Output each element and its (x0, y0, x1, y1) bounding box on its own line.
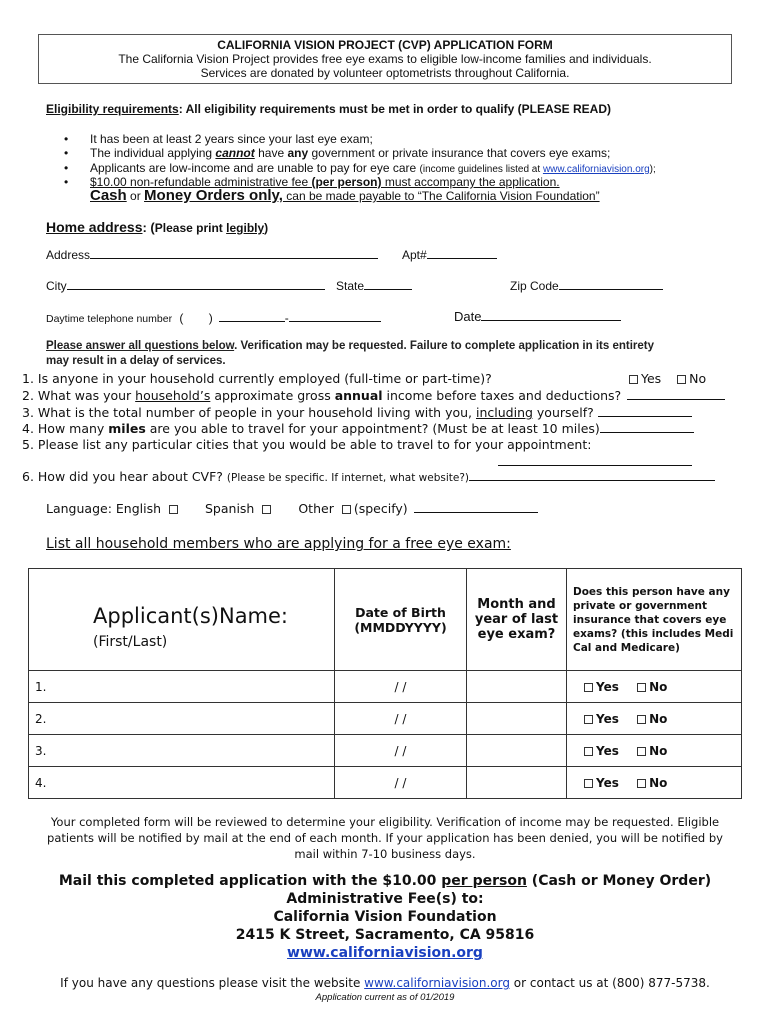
date-label: Date (454, 309, 482, 324)
question-6 (22, 469, 715, 484)
miles-field[interactable] (600, 422, 694, 433)
no-checkbox[interactable] (677, 375, 686, 384)
text: ) (264, 221, 269, 235)
questions-intro (46, 340, 654, 352)
text: per person (441, 873, 527, 889)
text: Mail this completed application with the $10.00 (58, 873, 442, 889)
text: (First/Last) (93, 633, 168, 650)
col-insurance-header: Does this person have any private or government insurance that covers eye exams? (this includes Medi Cal and Medicare) (567, 569, 742, 671)
city-row (46, 279, 325, 293)
text: Applicant(s)Name: (93, 603, 289, 628)
text: ); (649, 164, 656, 175)
no-checkbox[interactable] (637, 683, 646, 692)
contact-website-link[interactable]: www.californiavision.org (364, 976, 510, 990)
insurance-options (567, 671, 742, 703)
text: : ( (142, 220, 155, 235)
text: If you have any questions please visit the website (60, 976, 365, 990)
address-field[interactable] (90, 248, 378, 259)
version-note: Application current as of 01/2019 (315, 992, 455, 1003)
row-number: 1. (29, 671, 335, 703)
state-row (336, 279, 412, 293)
last-exam-field[interactable] (467, 767, 567, 799)
no-label: No (649, 679, 668, 694)
no-label: No (689, 371, 707, 386)
yes-label: Yes (596, 775, 619, 790)
home-address-heading (46, 219, 268, 235)
mail-line-1 (0, 872, 770, 890)
text: 3. What is the total number of people in your household living with you, (22, 405, 476, 420)
specify-label: (specify) (353, 501, 408, 516)
text: (income guidelines listed at (419, 164, 543, 175)
text: or (126, 189, 145, 203)
insurance-options (567, 767, 742, 799)
header-services-note: Services are donated by volunteer optometrists throughout California. (200, 66, 570, 80)
state-field[interactable] (364, 279, 412, 290)
text: $10.00 non-refundable administrative fee (90, 175, 312, 189)
col-name-header (29, 569, 335, 671)
text: 6. How did you hear about CVF? (22, 469, 227, 484)
other-label: Other (298, 501, 334, 516)
eligibility-bullet-3 (90, 161, 656, 175)
form-header (38, 34, 732, 84)
question-2 (22, 388, 725, 403)
text: income before taxes and deductions? (382, 388, 622, 403)
no-label: No (649, 743, 668, 758)
text: yourself? (532, 405, 594, 420)
spanish-checkbox[interactable] (262, 505, 271, 514)
no-checkbox[interactable] (637, 747, 646, 756)
insurance-options (567, 735, 742, 767)
referral-field[interactable] (469, 470, 715, 481)
payable-to-text: can be made payable to “The California Vision Foundation” (282, 189, 600, 203)
city-field[interactable] (67, 279, 325, 290)
text: 2. What was your (22, 388, 136, 403)
text: Home address (46, 219, 143, 235)
address-row (46, 248, 378, 262)
contact-line (0, 976, 770, 990)
english-checkbox[interactable] (169, 505, 178, 514)
question-3 (22, 405, 692, 420)
question-4 (22, 421, 694, 436)
row-number: 4. (29, 767, 335, 799)
eligibility-text: : All eligibility requirements must be met in order to qualify (PLEASE READ) (178, 102, 611, 116)
city-label: City (46, 279, 67, 293)
zip-label: Zip Code (510, 279, 559, 293)
dob-field[interactable]: / / (335, 767, 467, 799)
date-row (454, 309, 621, 324)
col-exam-header: Month and year of last eye exam? (467, 569, 567, 671)
emphasis-cannot: cannot (215, 146, 255, 160)
text: 4. How many (22, 421, 109, 436)
col-dob-header: Date of Birth (MMDDYYYY) (335, 569, 467, 671)
text: Please answer all questions below (46, 340, 235, 352)
dob-field[interactable]: / / (335, 703, 467, 735)
table-row (29, 671, 742, 703)
yes-label: Yes (596, 679, 619, 694)
text: government or private insurance that covers eye exams; (308, 146, 611, 160)
questions-intro-2: may result in a delay of services. (46, 355, 226, 367)
table-row (29, 703, 742, 735)
date-field[interactable] (481, 310, 621, 321)
payment-note (90, 187, 600, 204)
phone-row (46, 311, 381, 325)
text: . Verification may be requested. Failure to complete application in its entirety (234, 340, 654, 352)
apt-field[interactable] (427, 248, 497, 259)
cities-field[interactable] (498, 455, 692, 466)
text: Please print (154, 221, 227, 235)
dob-field[interactable]: / / (335, 671, 467, 703)
text: annual (334, 388, 383, 403)
text: household’s (135, 388, 211, 403)
bullet-icon: • (64, 132, 69, 146)
no-checkbox[interactable] (637, 779, 646, 788)
bullet-icon: • (64, 161, 69, 175)
eligibility-heading (46, 102, 611, 116)
question-1: 1. Is anyone in your household currently employed (full-time or part-time)? (22, 371, 492, 386)
text: miles (108, 421, 146, 436)
cash-emphasis: Cash (90, 187, 127, 204)
yes-checkbox[interactable] (584, 683, 593, 692)
language-label: Language: English (46, 501, 162, 516)
mail-address: 2415 K Street, Sacramento, CA 95816 (235, 927, 535, 943)
household-count-field[interactable] (598, 406, 692, 417)
form-title: CALIFORNIA VISION PROJECT (CVP) APPLICATION FORM (217, 38, 553, 52)
yes-checkbox[interactable] (584, 747, 593, 756)
eligibility-label: Eligibility requirements (46, 102, 179, 116)
no-checkbox[interactable] (637, 715, 646, 724)
zip-row (510, 279, 663, 293)
yes-checkbox[interactable] (629, 375, 638, 384)
insurance-options (567, 703, 742, 735)
text: approximate gross (210, 388, 335, 403)
phone-paren-close: ) (208, 311, 213, 325)
question-5: 5. Please list any particular cities that you would be able to travel to for your appointment: (22, 437, 592, 452)
last-exam-field[interactable] (467, 703, 567, 735)
language-row (46, 501, 538, 516)
text: are you able to travel for your appointment? (Must be at least 10 miles) (145, 421, 600, 436)
yes-label: Yes (596, 711, 619, 726)
review-line-2: patients will be notified by mail at the end of each month. If your application has been denied, you will be notified by (47, 831, 723, 845)
review-line-1: Your completed form will be reviewed to determine your eligibility. Verification of income may be requested. Eligible (50, 815, 720, 829)
text: or contact us at (800) 877-5738. (509, 976, 710, 990)
guidelines-link[interactable]: www.californiavision.org (542, 164, 650, 175)
income-field[interactable] (627, 389, 725, 400)
text: including (476, 405, 533, 420)
phone-dash: - (284, 311, 289, 325)
text: (Please be specific. If internet, what website?) (226, 472, 470, 484)
row-number: 2. (29, 703, 335, 735)
address-label: Address (46, 248, 91, 262)
row-number: 3. (29, 735, 335, 767)
members-table (28, 568, 742, 799)
eligibility-bullet-2 (90, 146, 610, 160)
text: The individual applying (90, 146, 216, 160)
dob-field[interactable]: / / (335, 735, 467, 767)
text: (Cash or Money Order) (526, 873, 712, 889)
text: must accompany the application. (381, 175, 560, 189)
yes-label: Yes (641, 371, 662, 386)
other-checkbox[interactable] (342, 505, 351, 514)
emphasis-any: any (287, 146, 309, 160)
members-heading: List all household members who are applying for a free eye exam: (46, 536, 511, 552)
mail-line-2: Administrative Fee(s) to: (286, 891, 484, 907)
zip-field[interactable] (559, 279, 663, 290)
website-link[interactable]: www.californiavision.org (287, 945, 483, 961)
text: legibly (226, 221, 265, 235)
money-orders-emphasis: Money Orders only, (144, 187, 283, 204)
eligibility-bullet-1: It has been at least 2 years since your last eye exam; (90, 132, 373, 146)
no-label: No (649, 711, 668, 726)
bullet-icon: • (64, 175, 69, 189)
text: Applicants are low-income and are unable to pay for eye care (90, 161, 420, 175)
header-description: The California Vision Project provides free eye exams to eligible low-income families and individuals. (118, 52, 652, 66)
phone-number-field[interactable] (289, 311, 381, 322)
yes-checkbox[interactable] (584, 779, 593, 788)
other-language-field[interactable] (414, 502, 538, 513)
apt-label: Apt# (402, 248, 427, 262)
review-line-3: mail within 7-10 business days. (294, 847, 476, 861)
last-exam-field[interactable] (467, 735, 567, 767)
table-row (29, 767, 742, 799)
spanish-label: Spanish (205, 501, 255, 516)
no-label: No (649, 775, 668, 790)
text: have (254, 146, 288, 160)
mail-line-3: California Vision Foundation (273, 909, 497, 925)
apt-row (402, 248, 497, 262)
table-row (29, 735, 742, 767)
last-exam-field[interactable] (467, 671, 567, 703)
yes-checkbox[interactable] (584, 715, 593, 724)
per-person-emphasis: (per person) (311, 175, 382, 189)
bullet-icon: • (64, 146, 69, 160)
review-note (0, 814, 770, 862)
phone-prefix-field[interactable] (219, 311, 285, 322)
phone-label: Daytime telephone number (46, 313, 173, 325)
mailing-instructions (0, 872, 770, 962)
question-1-options (626, 371, 706, 386)
phone-paren-open: ( (179, 311, 184, 325)
yes-label: Yes (596, 743, 619, 758)
state-label: State (336, 279, 365, 293)
table-header-row (29, 569, 742, 671)
